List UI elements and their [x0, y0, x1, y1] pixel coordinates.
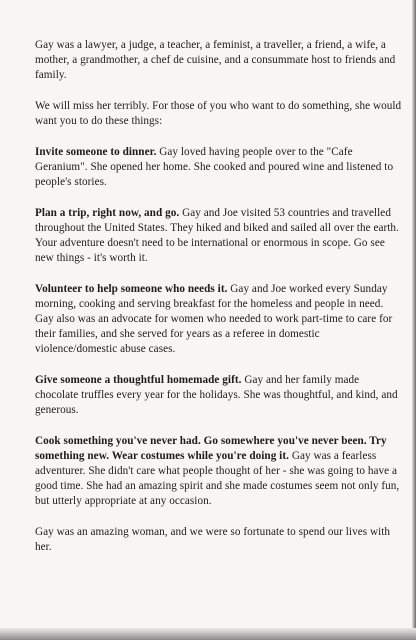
item-adventure-body: Gay was a fearless adventurer. She didn't care what people thought of her - she was going to have a good time. She had an amazing spirit and she made costumes seem not only fun, but utterly appropriate at any occasion.	[35, 450, 400, 507]
item-trip-heading: Plan a trip, right now, and go.	[35, 207, 180, 219]
item-trip	[35, 206, 404, 266]
item-dinner-heading: Invite someone to dinner.	[35, 146, 157, 158]
item-trip-body: Gay and Joe visited 53 countries and travelled throughout the United States. They hiked and biked and sailed all over the earth. Your adventure doesn't need to be international or enormous in scope. Go see new things - it's worth it.	[35, 207, 399, 264]
item-gift	[35, 373, 404, 418]
intro-paragraph: Gay was a lawyer, a judge, a teacher, a feminist, a traveller, a friend, a wife, a mother, a grandmother, a chef de cuisine, and a consummate host to friends and family.	[35, 39, 396, 81]
item-volunteer-heading: Volunteer to help someone who needs it.	[35, 283, 228, 295]
page-bottom-shadow	[0, 628, 416, 640]
closing-paragraph: Gay was an amazing woman, and we were so fortunate to spend our lives with her.	[35, 526, 391, 553]
item-dinner-body: Gay loved having people over to the "Cafe Geranium". She opened her home. She cooked and poured wine and listened to people's stories.	[35, 146, 394, 188]
miss-paragraph: We will miss her terribly. For those of you who want to do something, she would want you to do these things:	[35, 100, 402, 127]
item-dinner	[35, 145, 404, 190]
item-adventure	[35, 434, 404, 509]
item-gift-heading: Give someone a thoughtful homemade gift.	[35, 374, 242, 386]
item-gift-body: Gay and her family made chocolate truffles every year for the holidays. She was thoughtful, and kind, and generous.	[35, 374, 398, 416]
item-volunteer	[35, 282, 404, 357]
item-adventure-heading: Cook something you've never had. Go somewhere you've never been. Try something new. Wear costumes while you're doing it.	[35, 435, 387, 462]
page-edge-shadow	[412, 0, 416, 640]
item-volunteer-body: Gay and Joe worked every Sunday morning, cooking and serving breakfast for the homeless and people in need. Gay also was an advocate for women who needed to work part-time to care for their families, and she served for years as a referee in domestic violence/domestic abuse cases.	[35, 283, 393, 355]
